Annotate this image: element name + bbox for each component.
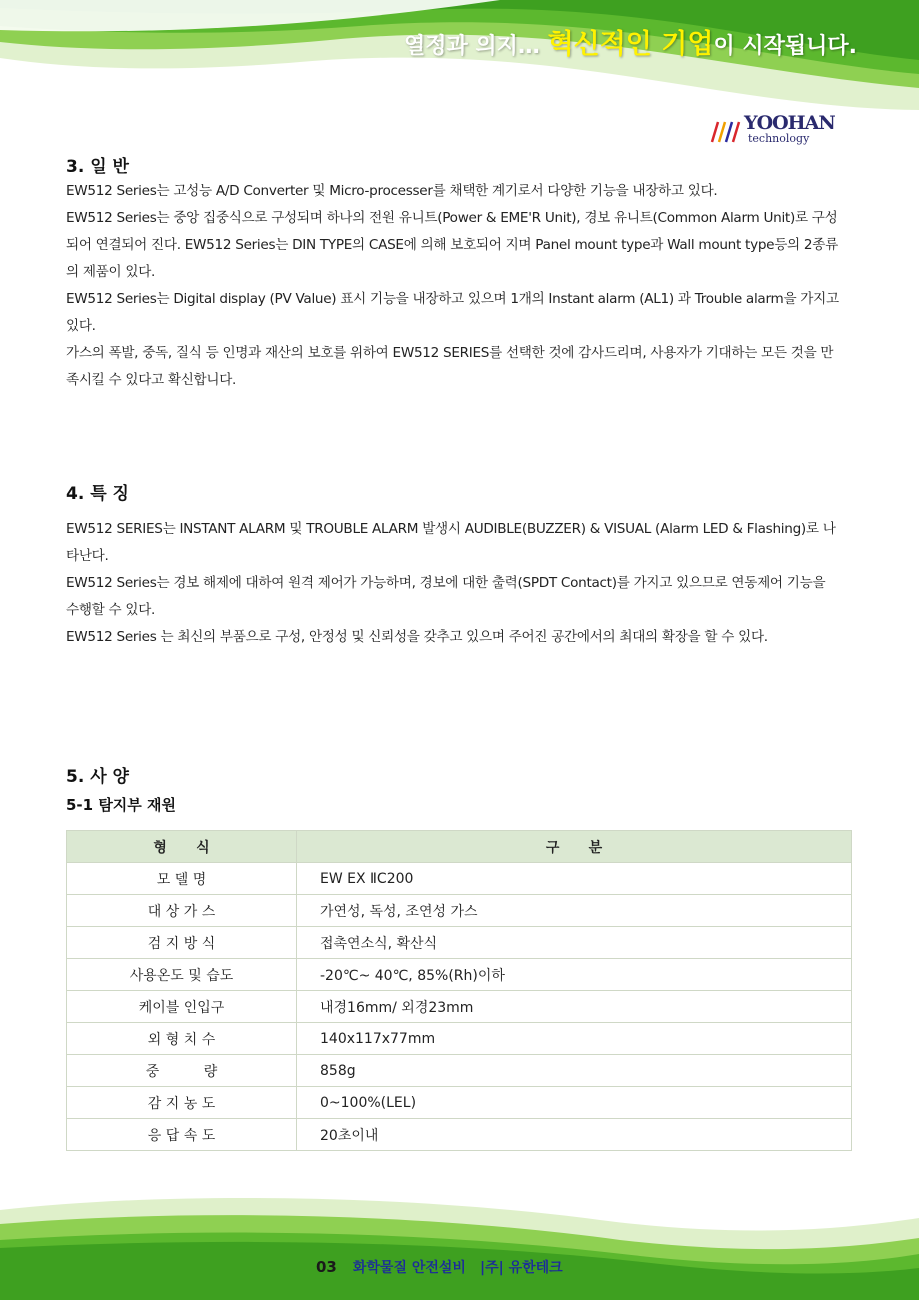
section-3-paragraph: EW512 Series는 고성능 A/D Converter 및 Micro-processer를 채택한 계기로서 다양한 기능을 내장하고 있다.: [66, 183, 718, 199]
section-4-paragraph: EW512 SERIES는 INSTANT ALARM 및 TROUBLE ALARM 발생시 AUDIBLE(BUZZER) & VISUAL (Alarm LED & Flashing)로 나타난다.: [66, 521, 836, 564]
footer-company: |주| 유한테크: [479, 1260, 563, 1276]
spec-value: EW EX ⅡC200: [297, 863, 852, 895]
spec-value: -20℃~ 40℃, 85%(Rh)이하: [297, 959, 852, 991]
spec-label: 감 지 농 도: [67, 1087, 297, 1119]
section-5-title: 5. 사 양: [66, 767, 129, 787]
logo-name: YOOHAN: [744, 112, 835, 134]
table-row: [67, 1055, 852, 1087]
section-4-paragraph: EW512 Series 는 최신의 부품으로 구성, 안정성 및 신뢰성을 갖추고 있으며 주어진 공간에서의 최대의 확장을 할 수 있다.: [66, 629, 768, 645]
spec-label: 응 답 속 도: [67, 1119, 297, 1151]
footer-category: 화학물질 안전설비: [352, 1260, 466, 1276]
table-row: [67, 1087, 852, 1119]
company-logo: [706, 110, 852, 152]
section-3-paragraph: EW512 Series는 Digital display (PV Value) 표시 기능을 내장하고 있으며 1개의 Instant alarm (AL1) 과 Trouble alarm을 가지고 있다.: [66, 291, 839, 334]
spec-label: 모 델 명: [67, 863, 297, 895]
section-3-title: 3. 일 반: [66, 157, 129, 177]
logo-stripes-icon: [708, 116, 744, 146]
section-4-title: 4. 특 징: [66, 484, 129, 504]
table-row: [67, 895, 852, 927]
spec-label: 외 형 치 수: [67, 1023, 297, 1055]
spec-label: 케이블 인입구: [67, 991, 297, 1023]
table-row: [67, 1023, 852, 1055]
table-row: [67, 959, 852, 991]
spec-value: 내경16mm/ 외경23mm: [297, 991, 852, 1023]
spec-value: 140x117x77mm: [297, 1023, 852, 1055]
section-3-body: [66, 178, 842, 394]
table-row: [67, 1119, 852, 1151]
table-row: [67, 927, 852, 959]
section-4-paragraph: EW512 Series는 경보 해제에 대하여 원격 제어가 가능하며, 경보에 대한 출력(SPDT Contact)를 가지고 있으므로 연동제어 기능을 수행할 수 있다.: [66, 575, 826, 618]
slogan-part2: 이 시작됩니다.: [713, 34, 857, 59]
spec-table-header-row: [67, 831, 852, 863]
section-4-body: [66, 516, 842, 651]
spec-table: [66, 830, 852, 1151]
spec-label: 사용온도 및 습도: [67, 959, 297, 991]
logo-subtitle: technology: [748, 132, 810, 145]
spec-header-type: 형 식: [67, 831, 297, 863]
section-5-1-subtitle: 5-1 탐지부 재원: [66, 796, 176, 814]
spec-value: 가연성, 독성, 조연성 가스: [297, 895, 852, 927]
table-row: [67, 991, 852, 1023]
footer-wave-banner: [0, 1190, 919, 1300]
slogan-highlight: 혁신적인 기업: [547, 29, 714, 60]
section-3-paragraph: 가스의 폭발, 중독, 질식 등 인명과 재산의 보호를 위하여 EW512 SERIES를 선택한 것에 감사드리며, 사용자가 기대하는 모든 것을 만족시킬 수 있다고 확신합니다.: [66, 345, 834, 388]
slogan-part1: 열정과 의지…: [403, 34, 548, 59]
spec-value: 0~100%(LEL): [297, 1087, 852, 1119]
spec-label: 대 상 가 스: [67, 895, 297, 927]
spec-label: 검 지 방 식: [67, 927, 297, 959]
spec-label: 중 량: [67, 1055, 297, 1087]
table-row: [67, 863, 852, 895]
section-3-paragraph: EW512 Series는 중앙 집중식으로 구성되며 하나의 전원 유니트(Power & EME'R Unit), 경보 유니트(Common Alarm Unit)로 구성되어 연결되어 진다. EW512 Series는 DIN TYPE의 CASE에 의해 보호되어 지며 Panel mount type과 Wall mount type등의 2종류의 제품이 있다.: [66, 210, 838, 280]
spec-header-category: 구 분: [297, 831, 852, 863]
spec-value: 20초이내: [297, 1119, 852, 1151]
spec-value: 858g: [297, 1055, 852, 1087]
footer-bar: [316, 1257, 563, 1277]
spec-value: 접촉연소식, 확산식: [297, 927, 852, 959]
page-number: 03: [316, 1258, 337, 1276]
header-slogan: [404, 22, 857, 62]
